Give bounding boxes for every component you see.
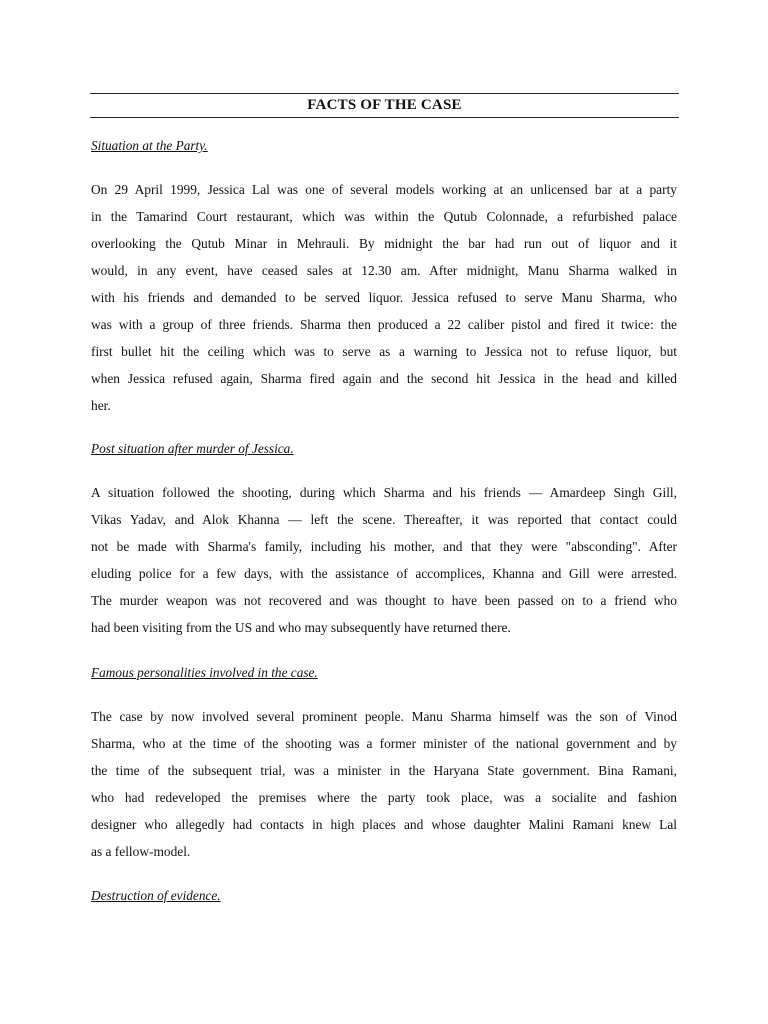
paragraph-line: On 29 April 1999, Jessica Lal was one of several models working at an unlicensed bar at a party [91,182,677,197]
paragraph-line: The case by now involved several prominent people. Manu Sharma himself was the son of Vinod [91,709,677,724]
section-heading-post-murder: Post situation after murder of Jessica. [91,441,294,456]
paragraph-line: would, in any event, have ceased sales at 12.30 am. After midnight, Manu Sharma walked in [91,263,677,278]
paragraph-line: The murder weapon was not recovered and was thought to have been passed on to a friend who [91,593,677,608]
paragraph-line: in the Tamarind Court restaurant, which was within the Qutub Colonnade, a refurbished palace [91,209,677,224]
title-rule-top [90,93,679,94]
paragraph-line: when Jessica refused again, Sharma fired again and the second hit Jessica in the head and killed [91,371,677,386]
section-paragraph-post-murder [91,479,677,641]
paragraph-line: designer who allegedly had contacts in high places and whose daughter Malini Ramani knew Lal [91,817,677,832]
title-rule-bottom [90,117,679,118]
paragraph-line: overlooking the Qutub Minar in Mehrauli. By midnight the bar had run out of liquor and it [91,236,677,251]
paragraph-line: not be made with Sharma's family, including his mother, and that they were "absconding". After [91,539,677,554]
paragraph-line: eluding police for a few days, with the assistance of accomplices, Khanna and Gill were arrested. [91,566,677,581]
page-title: FACTS OF THE CASE [307,97,462,113]
paragraph-line: Vikas Yadav, and Alok Khanna — left the scene. Thereafter, it was reported that contact could [91,512,677,527]
paragraph-line: Sharma, who at the time of the shooting was a former minister of the national government and by [91,736,677,751]
paragraph-line: who had redeveloped the premises where the party took place, was a socialite and fashion [91,790,677,805]
paragraph-line: as a fellow-model. [91,844,191,859]
paragraph-line: A situation followed the shooting, during which Sharma and his friends — Amardeep Singh Gill, [91,485,677,500]
paragraph-line: first bullet hit the ceiling which was to serve as a warning to Jessica not to refuse liquor, but [91,344,677,359]
section-heading-personalities: Famous personalities involved in the case. [91,665,318,680]
section-heading-evidence: Destruction of evidence. [91,888,221,903]
section-paragraph-personalities [91,703,677,865]
section-paragraph-party [91,176,677,419]
paragraph-line: the time of the subsequent trial, was a minister in the Haryana State government. Bina Ramani, [91,763,677,778]
paragraph-line: with his friends and demanded to be served liquor. Jessica refused to serve Manu Sharma, who [91,290,677,305]
paragraph-line: had been visiting from the US and who may subsequently have returned there. [91,620,511,635]
paragraph-line: was with a group of three friends. Sharma then produced a 22 caliber pistol and fired it twice: the [91,317,677,332]
paragraph-line: her. [91,398,111,413]
section-heading-party: Situation at the Party. [91,138,208,153]
